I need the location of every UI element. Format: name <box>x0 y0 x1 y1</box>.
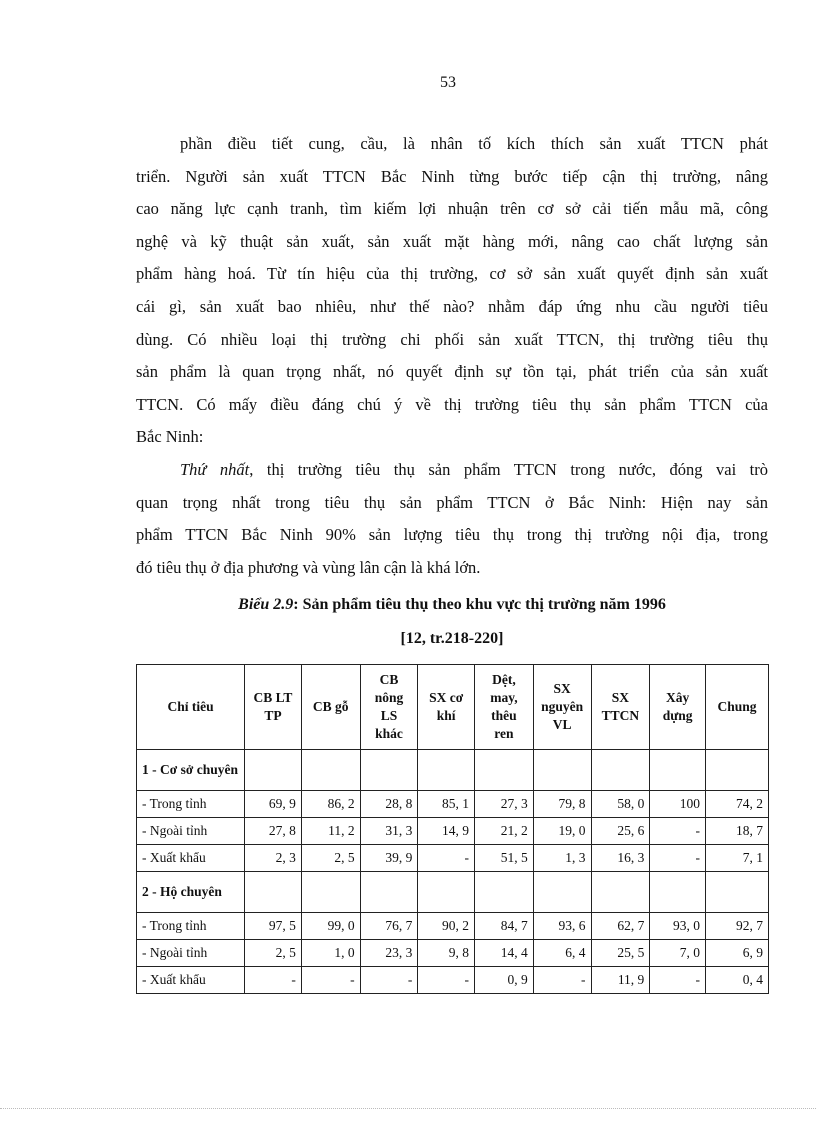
column-header: CB gỗ <box>301 665 360 750</box>
value-cell: 74, 2 <box>705 791 768 818</box>
empty-cell <box>418 872 475 913</box>
value-cell: 51, 5 <box>475 845 534 872</box>
value-cell: 14, 9 <box>418 818 475 845</box>
value-cell: 6, 9 <box>705 940 768 967</box>
row-label: - Ngoài tỉnh <box>137 940 245 967</box>
body-text <box>136 128 768 584</box>
section-row <box>137 750 769 791</box>
value-cell: - <box>418 845 475 872</box>
value-cell: 0, 4 <box>705 967 768 994</box>
market-table <box>136 664 769 994</box>
value-cell: - <box>650 845 706 872</box>
value-cell: 76, 7 <box>360 913 418 940</box>
column-header: Chung <box>705 665 768 750</box>
value-cell: - <box>360 967 418 994</box>
value-cell: 6, 4 <box>533 940 591 967</box>
value-cell: - <box>418 967 475 994</box>
paragraph-2 <box>136 454 768 584</box>
text-line: sản phẩm là quan trọng nhất, nó quyết định sự tồn tại, phát triển của sản xuất <box>136 362 768 382</box>
value-cell: 25, 5 <box>591 940 650 967</box>
section-title: 2 - Hộ chuyên <box>137 872 245 913</box>
value-cell: 28, 8 <box>360 791 418 818</box>
value-cell: 0, 9 <box>475 967 534 994</box>
row-label: - Trong tỉnh <box>137 791 245 818</box>
value-cell: - <box>533 967 591 994</box>
text-line: phần điều tiết cung, cầu, là nhân tố kích thích sản xuất TTCN phát <box>180 134 768 153</box>
value-cell: 31, 3 <box>360 818 418 845</box>
value-cell: 69, 9 <box>245 791 302 818</box>
empty-cell <box>591 750 650 791</box>
text-line: Bắc Ninh: <box>136 427 204 447</box>
emphasis-text: Thứ nhất <box>180 459 250 479</box>
value-cell: 93, 0 <box>650 913 706 940</box>
value-cell: 100 <box>650 791 706 818</box>
caption-label: Biểu 2.9 <box>238 596 294 613</box>
text-line: quan trọng nhất trong tiêu thụ sản phẩm TTCN ở Bắc Ninh: Hiện nay sản <box>136 492 768 512</box>
value-cell: 11, 9 <box>591 967 650 994</box>
empty-cell <box>475 872 534 913</box>
value-cell: 85, 1 <box>418 791 475 818</box>
text-line <box>136 454 768 487</box>
row-label: - Trong tỉnh <box>137 913 245 940</box>
value-cell: 90, 2 <box>418 913 475 940</box>
empty-cell <box>705 750 768 791</box>
page-bottom-border <box>0 1108 816 1109</box>
empty-cell <box>418 750 475 791</box>
text-line: đó tiêu thụ ở địa phương và vùng lân cận là khá lớn. <box>136 557 481 577</box>
value-cell: 62, 7 <box>591 913 650 940</box>
table-row <box>137 940 769 967</box>
value-cell: 86, 2 <box>301 791 360 818</box>
table-body <box>137 750 769 994</box>
empty-cell <box>245 872 302 913</box>
value-cell: 27, 8 <box>245 818 302 845</box>
empty-cell <box>245 750 302 791</box>
table-row <box>137 913 769 940</box>
value-cell: 9, 8 <box>418 940 475 967</box>
empty-cell <box>301 872 360 913</box>
empty-cell <box>650 872 706 913</box>
value-cell: 14, 4 <box>475 940 534 967</box>
value-cell: 7, 0 <box>650 940 706 967</box>
table-row <box>137 791 769 818</box>
empty-cell <box>705 872 768 913</box>
row-label: - Xuất khẩu <box>137 967 245 994</box>
text-line: TTCN. Có mấy điều đáng chú ý về thị trường tiêu thụ sản phẩm TTCN của <box>136 394 768 414</box>
value-cell: 1, 3 <box>533 845 591 872</box>
table-caption <box>136 588 768 656</box>
value-cell: 39, 9 <box>360 845 418 872</box>
row-label: - Xuất khẩu <box>137 845 245 872</box>
page-number: 53 <box>440 74 456 91</box>
section-row <box>137 872 769 913</box>
value-cell: - <box>650 967 706 994</box>
value-cell: 7, 1 <box>705 845 768 872</box>
text-line: dùng. Có nhiều loại thị trường chi phối sản xuất TTCN, thị trường tiêu thụ <box>136 329 768 349</box>
caption-title <box>136 588 768 622</box>
text-line: cái gì, sản xuất bao nhiêu, như thế nào? nhằm đáp ứng nhu cầu người tiêu <box>136 296 768 316</box>
row-label: - Ngoài tỉnh <box>137 818 245 845</box>
table-row <box>137 818 769 845</box>
value-cell: - <box>301 967 360 994</box>
empty-cell <box>301 750 360 791</box>
value-cell: 16, 3 <box>591 845 650 872</box>
value-cell: - <box>650 818 706 845</box>
value-cell: 27, 3 <box>475 791 534 818</box>
value-cell: 92, 7 <box>705 913 768 940</box>
value-cell: 2, 5 <box>245 940 302 967</box>
value-cell: 11, 2 <box>301 818 360 845</box>
value-cell: - <box>245 967 302 994</box>
text-line: phẩm hàng hoá. Từ tín hiệu của thị trường, cơ sở sản xuất quyết định sản xuất <box>136 264 768 284</box>
text-line: phẩm TTCN Bắc Ninh 90% sản lượng tiêu thụ trong thị trường nội địa, trong <box>136 525 768 545</box>
value-cell: 2, 5 <box>301 845 360 872</box>
column-header: SX TTCN <box>591 665 650 750</box>
caption-source: [12, tr.218-220] <box>400 630 504 647</box>
value-cell: 99, 0 <box>301 913 360 940</box>
column-header: SX nguyên VL <box>533 665 591 750</box>
section-title: 1 - Cơ sở chuyên <box>137 750 245 791</box>
column-header: Dệt, may, thêu ren <box>475 665 534 750</box>
empty-cell <box>591 872 650 913</box>
value-cell: 97, 5 <box>245 913 302 940</box>
text-line: triển. Người sản xuất TTCN Bắc Ninh từng bước tiếp cận thị trường, nâng <box>136 166 768 186</box>
value-cell: 2, 3 <box>245 845 302 872</box>
column-header: CB nông LS khác <box>360 665 418 750</box>
text-line: cao năng lực cạnh tranh, tìm kiếm lợi nhuận trên cơ sở cải tiến mẫu mã, công <box>136 199 768 219</box>
empty-cell <box>533 750 591 791</box>
column-header: CB LT TP <box>245 665 302 750</box>
table-row <box>137 845 769 872</box>
caption-text: : Sản phẩm tiêu thụ theo khu vực thị trường năm 1996 <box>293 596 666 613</box>
empty-cell <box>533 872 591 913</box>
value-cell: 25, 6 <box>591 818 650 845</box>
value-cell: 93, 6 <box>533 913 591 940</box>
paragraph-1 <box>136 128 768 454</box>
empty-cell <box>475 750 534 791</box>
value-cell: 58, 0 <box>591 791 650 818</box>
empty-cell <box>650 750 706 791</box>
value-cell: 19, 0 <box>533 818 591 845</box>
header-label: Chỉ tiêu <box>137 665 245 750</box>
value-cell: 79, 8 <box>533 791 591 818</box>
column-header: SX cơ khí <box>418 665 475 750</box>
value-cell: 21, 2 <box>475 818 534 845</box>
value-cell: 23, 3 <box>360 940 418 967</box>
value-cell: 1, 0 <box>301 940 360 967</box>
text-fragment: , thị trường tiêu thụ sản phẩm TTCN trong nước, đóng vai trò <box>249 459 768 479</box>
column-header: Xây dựng <box>650 665 706 750</box>
text-line: nghệ và kỹ thuật sản xuất, sản xuất mặt hàng mới, nâng cao chất lượng sản <box>136 231 768 251</box>
value-cell: 18, 7 <box>705 818 768 845</box>
table-row <box>137 967 769 994</box>
empty-cell <box>360 750 418 791</box>
value-cell: 84, 7 <box>475 913 534 940</box>
empty-cell <box>360 872 418 913</box>
table-header-row <box>137 665 769 750</box>
